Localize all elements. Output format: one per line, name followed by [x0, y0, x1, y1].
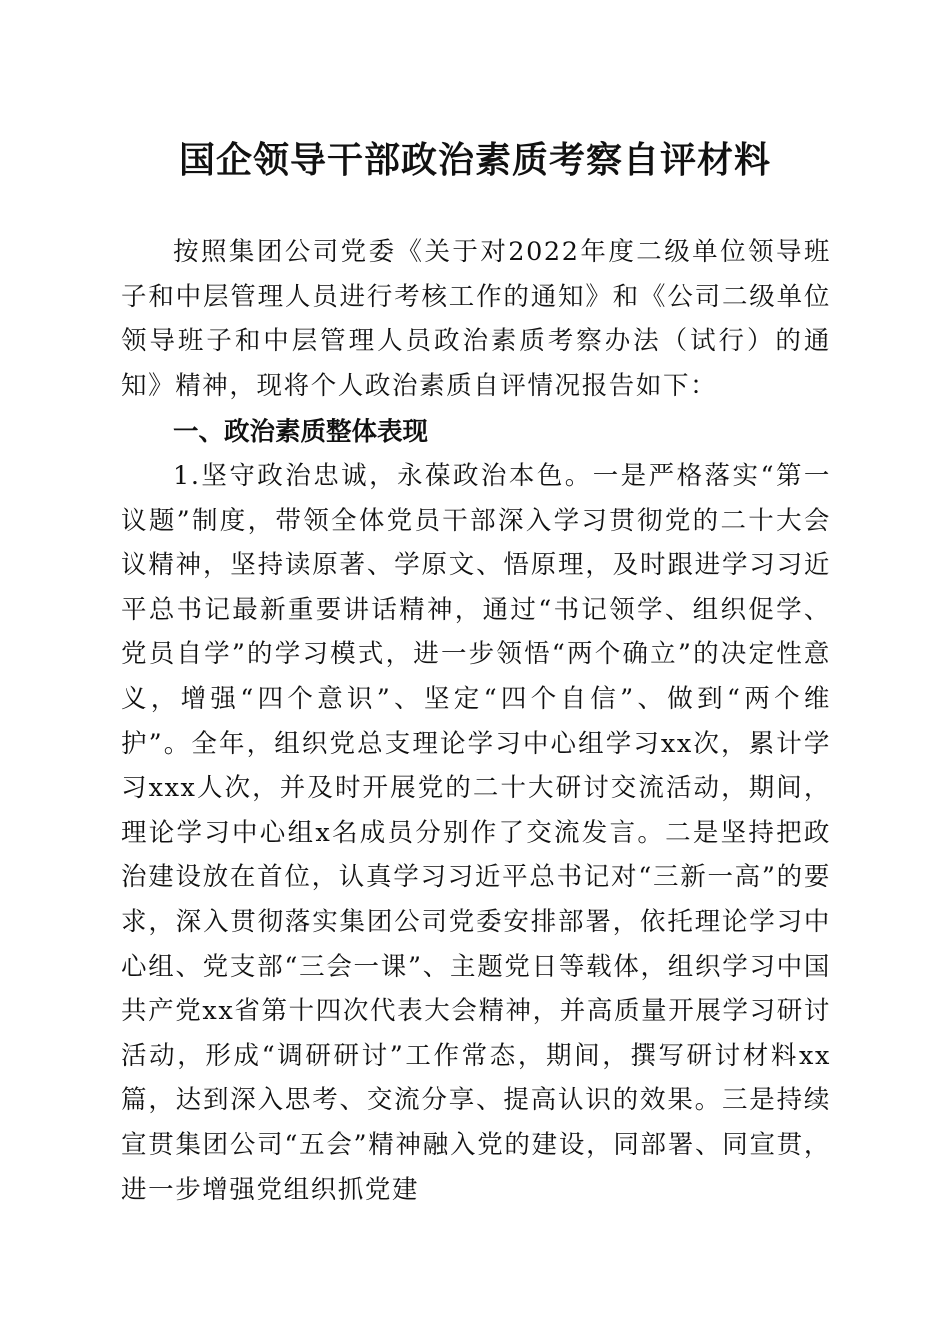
document-title: 国企领导干部政治素质考察自评材料	[178, 139, 771, 181]
section-heading: 一、政治素质整体表现	[173, 417, 429, 447]
intro-paragraph: 按照集团公司党委《关于对2022年度二级单位领导班子和中层管理人员进行考核工作的通知》和《公司二级单位领导班子和中层管理人员政治素质考察办法（试行）的通知》精神，现将个人政治素质自评情况报告如下：	[121, 237, 831, 401]
body-paragraph: 1.坚守政治忠诚，永葆政治本色。一是严格落实“第一议题”制度，带领全体党员干部深入学习贯彻党的二十大会议精神，坚持读原著、学原文、悟原理，及时跟进学习习近平总书记最新重要讲话精神，通过“书记领学、组织促学、党员自学”的学习模式，进一步领悟“两个确立”的决定性意义，增强“四个意识”、坚定“四个自信”、做到“两个维护”。全年，组织党总支理论学习中心组学习xx次，累计学习xxx人次，并及时开展党的二十大研讨交流活动，期间，理论学习中心组x名成员分别作了交流发言。二是坚持把政治建设放在首位，认真学习习近平总书记对“三新一高”的要求，深入贯彻落实集团公司党委安排部署，依托理论学习中心组、党支部“三会一课”、主题党日等载体，组织学习中国共产党xx省第十四次代表大会精神，并高质量开展学习研讨活动，形成“调研研讨”工作常态，期间，撰写研讨材料xx篇，达到深入思考、交流分享、提高认识的效果。三是持续宣贯集团公司“五会”精神融入党的建设，同部署、同宣贯，进一步增强党组织抓党建	[121, 461, 831, 1205]
